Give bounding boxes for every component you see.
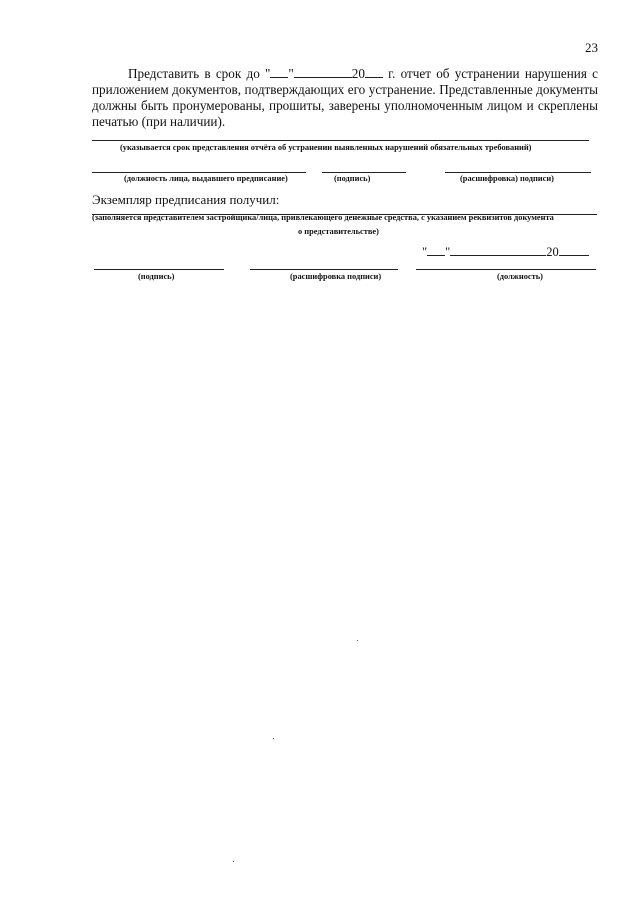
receiver-signature-line — [94, 269, 224, 270]
date-field — [422, 244, 589, 260]
copy-received-label: Экземпляр предписания получил: — [92, 192, 280, 207]
month-blank — [294, 66, 352, 78]
date-year-blank — [559, 244, 589, 256]
paragraph-rest: г. отчет об устранении нарушения с приложением документов, подтверждающих его устранение. Представленные документы должны быть пронумерованы, прошиты, заверены уполномоченным лицом и скреплены печатью (при наличии). — [92, 66, 598, 129]
receiver-signature-caption: (подпись) — [138, 272, 175, 281]
deadline-paragraph — [92, 66, 598, 130]
page-number: 23 — [585, 40, 598, 55]
issuer-signature-decode-line — [445, 172, 591, 173]
date-quote-open: " — [422, 245, 428, 259]
issuer-signature-caption: (подпись) — [334, 174, 371, 183]
receiver-position-caption: (должность) — [497, 272, 543, 281]
issuer-position-caption: (должность лица, выдавшего предписание) — [124, 174, 288, 183]
receiver-note-caption-line1: (заполняется представителем застройщика/лица, привлекающего денежные средства, с указанием реквизитов документа — [92, 213, 554, 222]
paragraph-quote-close: " — [288, 66, 294, 81]
scan-speck — [357, 640, 358, 641]
scan-speck — [273, 738, 274, 739]
year-blank — [365, 66, 383, 78]
deadline-line — [92, 140, 589, 141]
paragraph-year-prefix: 20 — [351, 66, 365, 81]
date-quote-close: " — [445, 245, 451, 259]
receiver-signature-decode-caption: (расшифровка подписи) — [290, 272, 382, 281]
deadline-note-caption: (указывается срок представления отчёта об устранении выявленных нарушений обязательных требований) — [120, 143, 532, 152]
date-year-prefix: 20 — [546, 245, 559, 259]
date-month-blank — [450, 244, 546, 256]
receiver-position-line — [416, 269, 596, 270]
issuer-signature-decode-caption: (расшифровка) подписи) — [460, 174, 554, 183]
receiver-note-caption-line2: о представительстве) — [298, 227, 379, 236]
date-day-blank — [427, 244, 445, 256]
day-blank — [270, 66, 288, 78]
scan-speck — [233, 861, 234, 862]
issuer-position-line — [92, 172, 306, 173]
issuer-signature-line — [322, 172, 406, 173]
receiver-signature-decode-line — [250, 269, 398, 270]
paragraph-lead: Представить в срок до " — [128, 66, 271, 81]
